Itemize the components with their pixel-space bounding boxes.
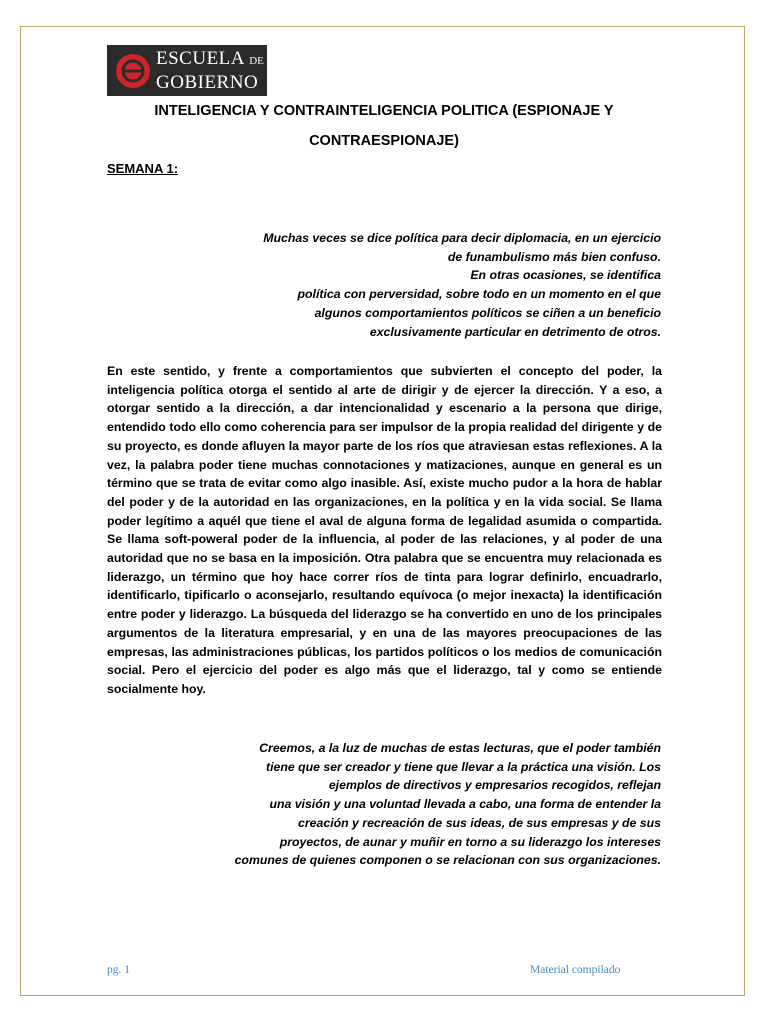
logo-word-gobierno: GOBIERNO (156, 72, 259, 93)
week-heading: SEMANA 1: (107, 161, 179, 176)
logo-text (156, 48, 264, 93)
quote-line: exclusivamente particular en detrimento de otros. (369, 324, 661, 339)
school-emblem-icon (115, 53, 151, 89)
closing-quote (235, 739, 661, 870)
quote-line: proyectos, de aunar y muñir en torno a su liderazgo los intereses (279, 834, 661, 849)
quote-line: de funambulismo más bien confuso. (447, 249, 661, 264)
quote-line: Creemos, a la luz de muchas de estas lecturas, que el poder también (259, 741, 661, 755)
quote-line: creación y recreación de sus ideas, de sus empresas y de sus (298, 815, 661, 830)
document-title: INTELIGENCIA Y CONTRAINTELIGENCIA POLITICA (ESPIONAJE Y CONTRAESPIONAJE) (154, 103, 614, 149)
opening-quote (263, 229, 661, 341)
quote-line: Muchas veces se dice política para decir diplomacia, en un ejercicio (263, 231, 661, 245)
page-number: pg. 1 (107, 964, 130, 976)
quote-line: En otras ocasiones, se identifica (470, 268, 661, 283)
quote-line: una visión y una voluntad llevada a cabo, una forma de entender la (269, 797, 661, 812)
logo-word-escuela: ESCUELA (156, 48, 244, 69)
school-logo (107, 45, 267, 96)
logo-word-de: DE (249, 55, 264, 67)
quote-line: tiene que ser creador y tiene que llevar a la práctica una visión. Los (265, 759, 661, 774)
body-paragraph: En este sentido, y frente a comportamientos que subvierten el concepto del poder, la inteligencia política otorga el sentido al arte de dirigir y de ejercer la dirección. Y a eso, a otorgar sentido a la dirección, a dar intencionalidad y escenario a la persona que dirige, entendido todo ello como coherencia para ser impulsor de la propia realidad del dirigente y de su proyecto, es donde afluyen la mayor parte de los ríos que atraviesan estas reflexiones. A la vez, la palabra poder tiene muchas connotaciones y matizaciones, aunque en general es un término que se trata de evitar como algo inasible. Así, existe mucho pudor a la hora de hablar del poder y de la autoridad en las organizaciones, en la política y en la vida social. Se llama poder legítimo a aquél que tiene el aval de alguna forma de legalidad asumida o compartida. Se llama soft-poweral poder de la influencia, al poder de las relaciones, y al poder de una autoridad que no se basa en la imposición. Otra palabra que se encuentra muy relacionada es liderazgo, un término que hoy hace correr ríos de tinta para lograr definirlo, encuadrarlo, identificarlo, tipificarlo o aconsejarlo, resultando equívoca (o mejor inexacta) la identificación entre poder y liderazgo. La búsqueda del liderazgo se ha convertido en uno de los principales argumentos de la literatura empresarial, y en una de las mayores preocupaciones de las empresas, las administraciones públicas, los partidos políticos o los medios de comunicación social. Pero el ejercicio del poder es algo más que el liderazgo, tal y como se entiende socialmente hoy. (107, 364, 662, 696)
footer-label: Material compilado (530, 964, 621, 976)
quote-line: ejemplos de directivos y empresarios recogidos, reflejan (328, 778, 661, 793)
quote-line: comunes de quienes componen o se relacionan con sus organizaciones. (234, 853, 661, 868)
quote-line: política con perversidad, sobre todo en un momento en el que (297, 287, 661, 302)
quote-line: algunos comportamientos políticos se ciñen a un beneficio (314, 305, 661, 320)
logo-line-1 (156, 48, 264, 72)
